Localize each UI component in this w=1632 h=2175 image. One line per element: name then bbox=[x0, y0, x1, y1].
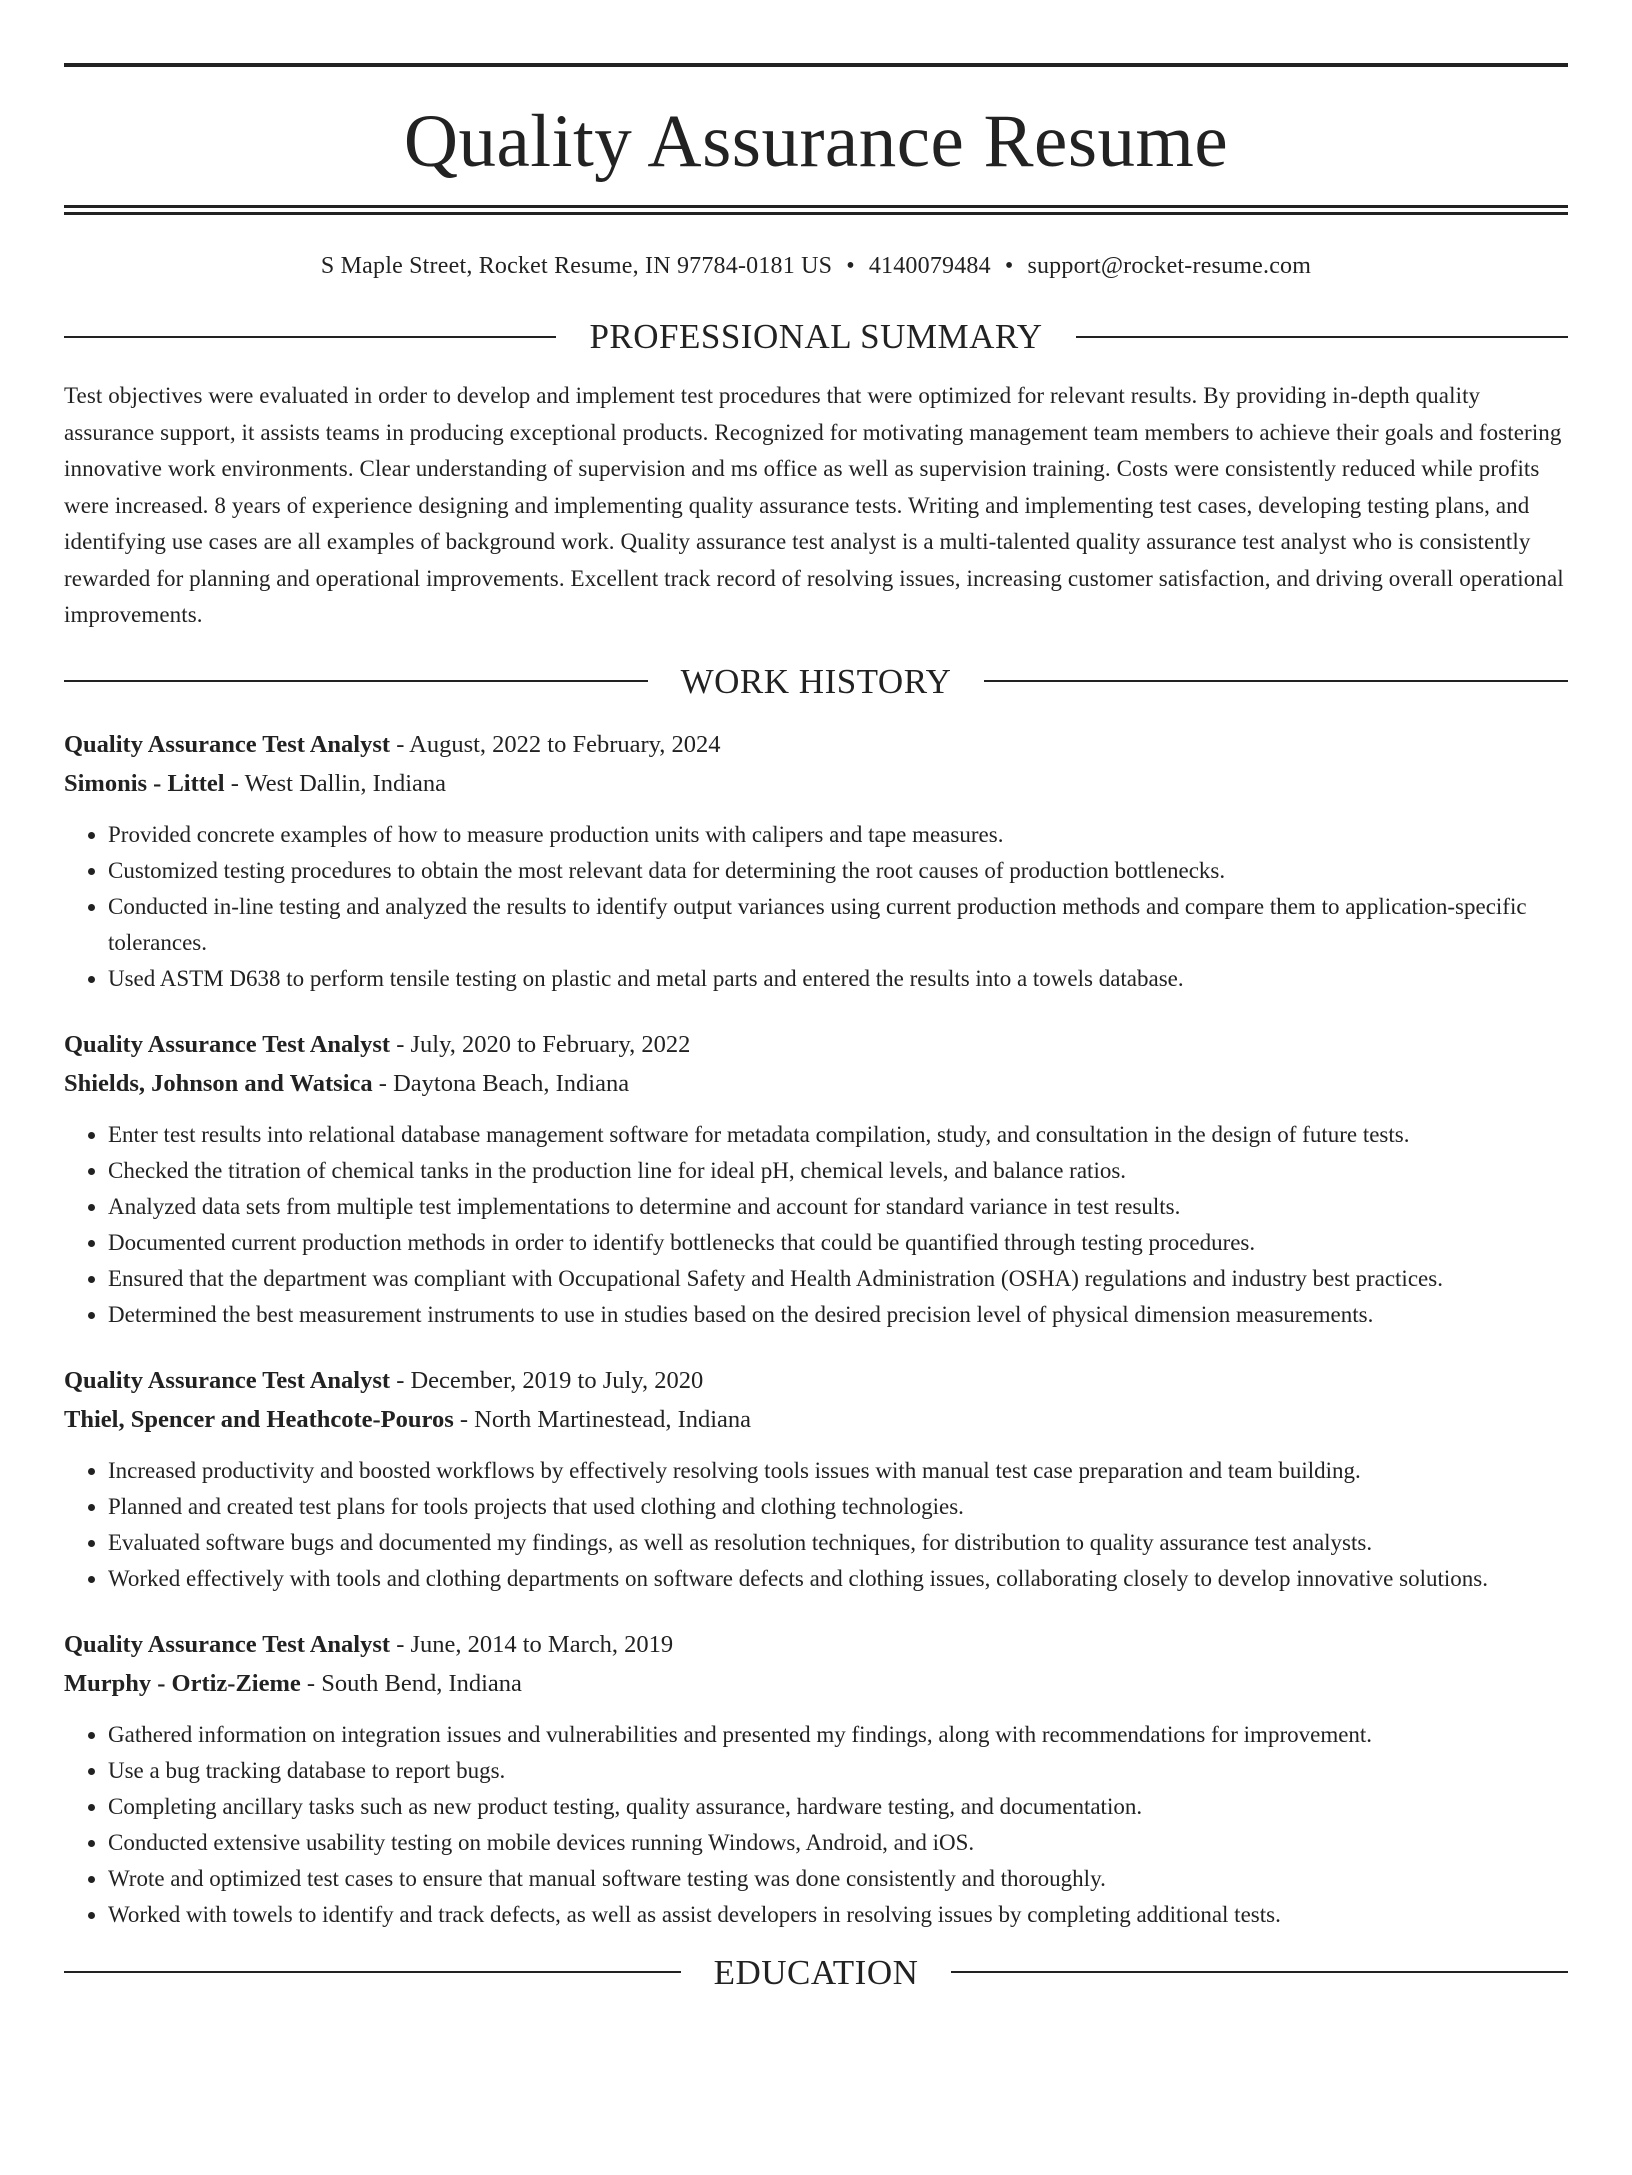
job-entry bbox=[64, 725, 1568, 997]
education-section-heading bbox=[64, 1952, 1568, 1992]
job-bullet: • Determined the best measurement instruments to use in studies based on the desired precision level of physical dimension measurements. bbox=[108, 1297, 1568, 1333]
double-rule bbox=[64, 205, 1568, 215]
work-section-heading bbox=[64, 661, 1568, 701]
job-bullet-list bbox=[64, 1453, 1568, 1597]
job-title-line bbox=[64, 1361, 1568, 1400]
job-bullet: • Enter test results into relational database management software for metadata compilation, study, and consultation in the design of future tests. bbox=[108, 1117, 1568, 1153]
job-dates: - June, 2014 to March, 2019 bbox=[390, 1630, 674, 1658]
job-bullet-list bbox=[64, 1717, 1568, 1933]
work-heading-label: WORK HISTORY bbox=[680, 661, 952, 701]
job-bullet: • Completing ancillary tasks such as new product testing, quality assurance, hardware testing, and documentation. bbox=[108, 1789, 1568, 1825]
job-title-line bbox=[64, 1025, 1568, 1064]
job-bullet: • Ensured that the department was compliant with Occupational Safety and Health Administration (OSHA) regulations and industry best practices. bbox=[108, 1261, 1568, 1297]
job-location: - North Martinestead, Indiana bbox=[453, 1405, 752, 1433]
job-location: - Daytona Beach, Indiana bbox=[372, 1069, 630, 1097]
email: support@rocket-resume.com bbox=[1027, 253, 1312, 279]
job-bullet: • Worked effectively with tools and clothing departments on software defects and clothing issues, collaborating closely to develop innovative solutions. bbox=[108, 1561, 1568, 1597]
job-title: Quality Assurance Test Analyst bbox=[64, 730, 391, 758]
summary-heading-label: PROFESSIONAL SUMMARY bbox=[589, 317, 1043, 356]
job-bullet: • Conducted in-line testing and analyzed the results to identify output variances using current production methods and compare them to application-specific tolerances. bbox=[108, 889, 1568, 961]
education-heading-label: EDUCATION bbox=[713, 1952, 919, 1992]
heading-rule-right bbox=[984, 680, 1568, 682]
contact-line bbox=[64, 251, 1568, 281]
address: S Maple Street, Rocket Resume, IN 97784-0181 US bbox=[320, 253, 833, 279]
job-bullet: • Used ASTM D638 to perform tensile testing on plastic and metal parts and entered the results into a towels database. bbox=[108, 961, 1568, 997]
job-entry bbox=[64, 1361, 1568, 1597]
separator: • bbox=[1004, 253, 1014, 279]
heading-rule-right bbox=[951, 1971, 1568, 1973]
job-title-line bbox=[64, 1625, 1568, 1664]
job-bullet: • Wrote and optimized test cases to ensure that manual software testing was done consistently and thoroughly. bbox=[108, 1861, 1568, 1897]
job-company-line bbox=[64, 764, 1568, 803]
heading-rule-left bbox=[64, 680, 648, 682]
job-company-line bbox=[64, 1064, 1568, 1103]
job-bullet: • Evaluated software bugs and documented my findings, as well as resolution techniques, for distribution to quality assurance test analysts. bbox=[108, 1525, 1568, 1561]
summary-text: Test objectives were evaluated in order to develop and implement test procedures that were optimized for relevant results. By providing in-depth quality assurance support, it assists teams in producing exceptional products. Recognized for motivating management team members to achieve their goals and fostering innovative work environments. Clear understanding of supervision and ms office as well as supervision training. Costs were consistently reduced while profits were increased. 8 years of experience designing and implementing quality assurance tests. Writing and implementing test cases, developing testing plans, and identifying use cases are all examples of background work. Quality assurance test analyst is a multi-talented quality assurance test analyst who is consistently rewarded for planning and operational improvements. Excellent track record of resolving issues, increasing customer satisfaction, and driving overall operational improvements. bbox=[64, 383, 1564, 627]
heading-rule-left bbox=[64, 336, 556, 338]
resume-title: Quality Assurance Resume bbox=[403, 100, 1229, 183]
job-company-line bbox=[64, 1400, 1568, 1439]
job-title-line bbox=[64, 725, 1568, 764]
job-dates: - December, 2019 to July, 2020 bbox=[390, 1366, 704, 1394]
job-location: - South Bend, Indiana bbox=[300, 1669, 522, 1697]
job-bullet: • Worked with towels to identify and track defects, as well as assist developers in resolving issues by completing additional tests. bbox=[108, 1897, 1568, 1933]
phone: 4140079484 bbox=[868, 253, 991, 279]
separator: • bbox=[846, 253, 855, 279]
job-entry bbox=[64, 1025, 1568, 1333]
job-location: - West Dallin, Indiana bbox=[224, 769, 447, 797]
job-bullet: • Conducted extensive usability testing on mobile devices running Windows, Android, and iOS. bbox=[108, 1825, 1568, 1861]
job-bullet: • Checked the titration of chemical tanks in the production line for ideal pH, chemical levels, and balance ratios. bbox=[108, 1153, 1568, 1189]
heading-rule-right bbox=[1076, 336, 1568, 338]
job-company: Thiel, Spencer and Heathcote-Pouros bbox=[64, 1405, 454, 1433]
job-bullet: • Gathered information on integration issues and vulnerabilities and presented my findings, along with recommendations for improvement. bbox=[108, 1717, 1568, 1753]
job-dates: - July, 2020 to February, 2022 bbox=[390, 1030, 691, 1058]
job-bullet-list bbox=[64, 817, 1568, 997]
job-bullet: • Documented current production methods in order to identify bottlenecks that could be quantified through testing procedures. bbox=[108, 1225, 1568, 1261]
job-company-line bbox=[64, 1664, 1568, 1703]
job-bullet-list bbox=[64, 1117, 1568, 1333]
resume-page bbox=[0, 63, 1632, 2175]
job-bullet: • Planned and created test plans for tools projects that used clothing and clothing technologies. bbox=[108, 1489, 1568, 1525]
job-company: Murphy - Ortiz-Zieme bbox=[64, 1669, 301, 1697]
job-bullet: • Use a bug tracking database to report bugs. bbox=[108, 1753, 1568, 1789]
job-bullet: • Increased productivity and boosted workflows by effectively resolving tools issues with manual test case preparation and team building. bbox=[108, 1453, 1568, 1489]
job-title: Quality Assurance Test Analyst bbox=[64, 1030, 391, 1058]
work-history-list bbox=[64, 725, 1568, 1933]
job-bullet: • Provided concrete examples of how to measure production units with calipers and tape measures. bbox=[108, 817, 1568, 853]
job-title: Quality Assurance Test Analyst bbox=[64, 1366, 391, 1394]
job-entry bbox=[64, 1625, 1568, 1933]
job-title: Quality Assurance Test Analyst bbox=[64, 1630, 391, 1658]
job-dates: - August, 2022 to February, 2024 bbox=[390, 730, 721, 758]
job-bullet: • Customized testing procedures to obtain the most relevant data for determining the root causes of production bottlenecks. bbox=[108, 853, 1568, 889]
job-bullet: • Analyzed data sets from multiple test implementations to determine and account for standard variance in test results. bbox=[108, 1189, 1568, 1225]
job-company: Simonis - Littel bbox=[64, 769, 225, 797]
heading-rule-left bbox=[64, 1971, 681, 1973]
job-company: Shields, Johnson and Watsica bbox=[64, 1069, 373, 1097]
summary-section-heading bbox=[64, 319, 1568, 354]
